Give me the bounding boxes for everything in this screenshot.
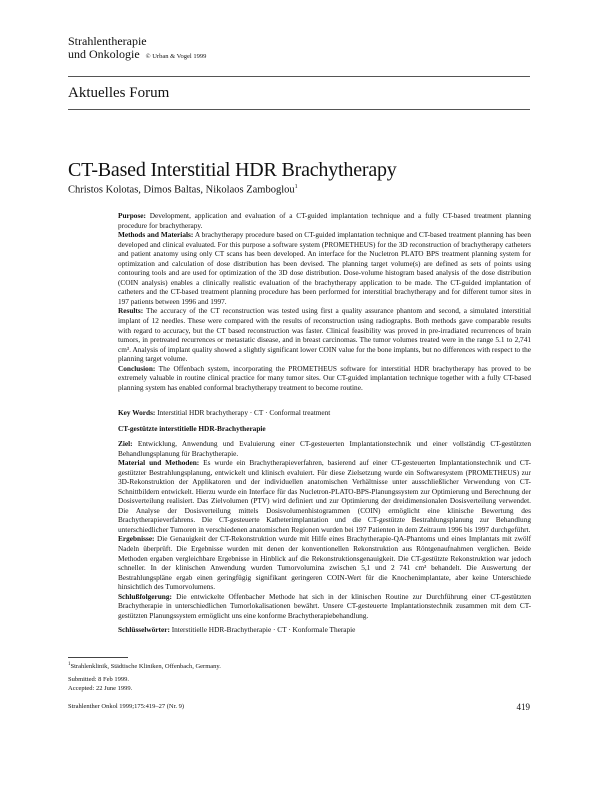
ziel-label: Ziel:: [118, 439, 133, 448]
accepted-date: Accepted: 22 June 1999.: [68, 685, 133, 692]
section-rule: [68, 109, 530, 110]
author-affiliation-marker: 1: [294, 184, 298, 190]
schlagwoerter-label: Schlüsselwörter:: [118, 625, 170, 635]
purpose-label: Purpose:: [118, 211, 146, 220]
journal-name-line1: Strahlentherapie: [68, 34, 147, 48]
conclusion-text: The Offenbach system, incorporating the PROMETHEUS software for interstitial HDR brachytherapy has proved to be extremely valuable in routine clinical practice for many tumor sites. Our CT-guided implantation technique together with a fully CT-based planning system has enabled conformal brachytherapy treatment to become routine.: [118, 363, 531, 392]
header-rule: [68, 76, 530, 77]
abstract-methoden: [118, 458, 531, 534]
schluss-text: Die entwickelte Offenbacher Methode hat sich in der klinischen Routine zur Durchführung einer CT-gestützten Brachytherapie in unterschiedlichen Tumorlokalisationen bewährt. Unsere CT-gesteuerte Implantationstechnik zusammen mit dem CT-gestützten Planungssystem ermöglicht uns eine konforme Brachytherapiebehandlung.: [118, 591, 531, 620]
purpose-text: Development, application and evaluation of a CT-guided implantation technique and a fully CT-based treatment planning procedure for brachytherapy.: [118, 211, 531, 230]
results-text: The accuracy of the CT reconstruction was tested using first a quality assurance phantom and second, a simulated interstitial implant of 12 needles. These were compared with the results of reconstruction using radiographs. Both methods gave comparable results with regard to accuracy, but the CT based reconstruction was faster. Clinical feasibility was proved in pre-irradiated recurrences of brain tumors, in pretreated recurrences or metastatic disease, and in breast carcinomas. The tumor volumes treated were in the range 5.1 to 2,741 cm³. Analysis of implant quality showed a slightly significant lower COIN value for the bone implants, but no differences with respect to the planning target volume.: [118, 306, 531, 364]
section-label: Aktuelles Forum: [68, 85, 170, 101]
submission-dates: [68, 675, 132, 693]
abstract-ergebnisse: [118, 534, 531, 591]
submitted-date: Submitted: 8 Feb 1999.: [68, 676, 130, 683]
footnote-rule: [68, 657, 128, 658]
ergebnisse-text: Die Genauigkeit der CT-Rekonstruktion wurde mit Hilfe eines Brachytherapie-QA-Phantoms und eines Implantats mit zwölf Nadeln überprüft. Die Ergebnisse wurden mit denen der konventionellen Rekonstruktion aus Röntgenaufnahmen verglichen. Beide Methoden ergaben vergleichbare Ergebnisse in Hinblick auf die Rekonstruktionsgenauigkeit. Die CT-gestützte Rekonstruktion war jedoch schneller. In der klinischen Anwendung wurden Tumorvolumina zwischen 5,1 und 2 741 cm³ behandelt. Die Auswertung der Bestrahlungspläne ergab einen geringfügig signifikant geringeren COIN-Wert für die Knochenimplantate, aber keine Unterschiede hinsichtlich des Tumorvolumens.: [118, 534, 531, 592]
abstract-methods: [118, 230, 531, 306]
abstract-purpose: [118, 211, 531, 230]
keywords-text: Interstitial HDR brachytherapy · CT · Conformal treatment: [155, 408, 331, 417]
affiliation-marker: 1: [68, 662, 71, 667]
author-list: [68, 184, 298, 196]
abstract-schlagwoerter: [118, 625, 531, 635]
authors-text: Christos Kolotas, Dimos Baltas, Nikolaos Zamboglou: [68, 184, 295, 196]
journal-name-line2: und Onkologie: [68, 47, 140, 61]
schlagwoerter-text: Interstitielle HDR-Brachytherapie · CT · Konformale Therapie: [169, 625, 356, 635]
abstract-conclusion: [118, 364, 531, 393]
methods-label: Methods and Materials:: [118, 230, 194, 240]
journal-name: [68, 35, 206, 63]
page-number: 419: [516, 702, 530, 712]
schluss-label: Schlußfolgerung:: [118, 591, 172, 601]
copyright-notice: © Urban & Vogel 1999: [145, 53, 207, 60]
affiliation-text: Strahlenklinik, Städtische Kliniken, Offenbach, Germany.: [70, 663, 221, 671]
abstract-english: [118, 211, 531, 392]
ziel-text: Entwicklung, Anwendung und Evaluierung einer CT-gesteuerten Implantationstechnik und einer vollständig CT-gestützten Behandlungsplanung für Brachytherapie.: [118, 439, 531, 458]
abstract-ziel: [118, 439, 531, 458]
keywords-label: Key Words:: [118, 408, 156, 417]
ergebnisse-label: Ergebnisse:: [118, 534, 155, 544]
keywords: [118, 408, 330, 417]
conclusion-label: Conclusion:: [118, 363, 156, 373]
abstract-schlussfolgerung: [118, 592, 531, 621]
german-title: CT-gestützte interstitielle HDR-Brachytherapie: [118, 424, 266, 433]
methoden-label: Material und Methoden:: [118, 458, 200, 468]
methoden-text: Es wurde ein Brachytherapieverfahren, basierend auf einer CT-gesteuerten Implantationstechnik und CT-gestützter Bestrahlungsplanung, entwickelt und klinisch evaluiert. Für diese Zielsetzung wurde ein Softwaresystem (PROMETHEUS) zur 3D-Rekonstruktion der Applikatoren und der individuellen anatomischen Verhältnisse unter ausschließlicher Verwendung von CT-Schnittbildern entwickelt. Hierzu wurde ein Interface für das Nucletron-PLATO-BPS-Planungssystem zur Optimierung und Berechnung der Dosisverteilung realisiert. Das Zielvolumen (PTV) wird definiert und zur Optimierung der dreidimensionalen Dosisverteilung verwendet. Die Analyse der Dosisverteilung mittels Dosisvolumenhistogrammen (COIN) ermöglicht eine klinische Bewertung des Brachytherapieverfahrens. Die CT-gesteuerte Katheterimplantation und die CT-gestützte Bestrahlungsplanung zur Behandlung unterschiedlicher Tumoren in verschiedenen anatomischen Regionen wurden bei 197 Patienten in dem Zeitraum 1996 bis 1997 durchgeführt.: [118, 458, 531, 534]
results-label: Results:: [118, 306, 144, 316]
citation-line: Strahlenther Onkol 1999;175:419–27 (Nr. 9): [68, 703, 185, 710]
abstract-results: [118, 306, 531, 363]
abstract-german: [118, 439, 531, 635]
article-title: CT-Based Interstitial HDR Brachytherapy: [68, 159, 397, 181]
affiliation-footnote: [68, 660, 221, 671]
methods-text: A brachytherapy procedure based on CT-guided implantation technique and CT-based treatment planning has been developed and clinical evaluated. For this purpose a software system (PROMETHEUS) for the 3D reconstruction of brachytherapy catheters and patient anatomy using only CT scans has been developed. An interface for the Nucletron PLATO BPS treatment planning system for optimization and calculation of dose distribution has been devised. The planning target volume(s) are defined as sets of points using contouring tools and are used for optimization of the 3D dose distribution. Dose-volume histogram based analysis of the dose distribution (COIN analysis) enables a clinically realistic evaluation of the brachytherapy application to be made. The CT-guided implantation of catheters and the CT-based treatment planning procedure has been performed for interstitial brachytherapy and for different tumor sites in 197 patients between 1996 and 1997.: [118, 230, 531, 306]
